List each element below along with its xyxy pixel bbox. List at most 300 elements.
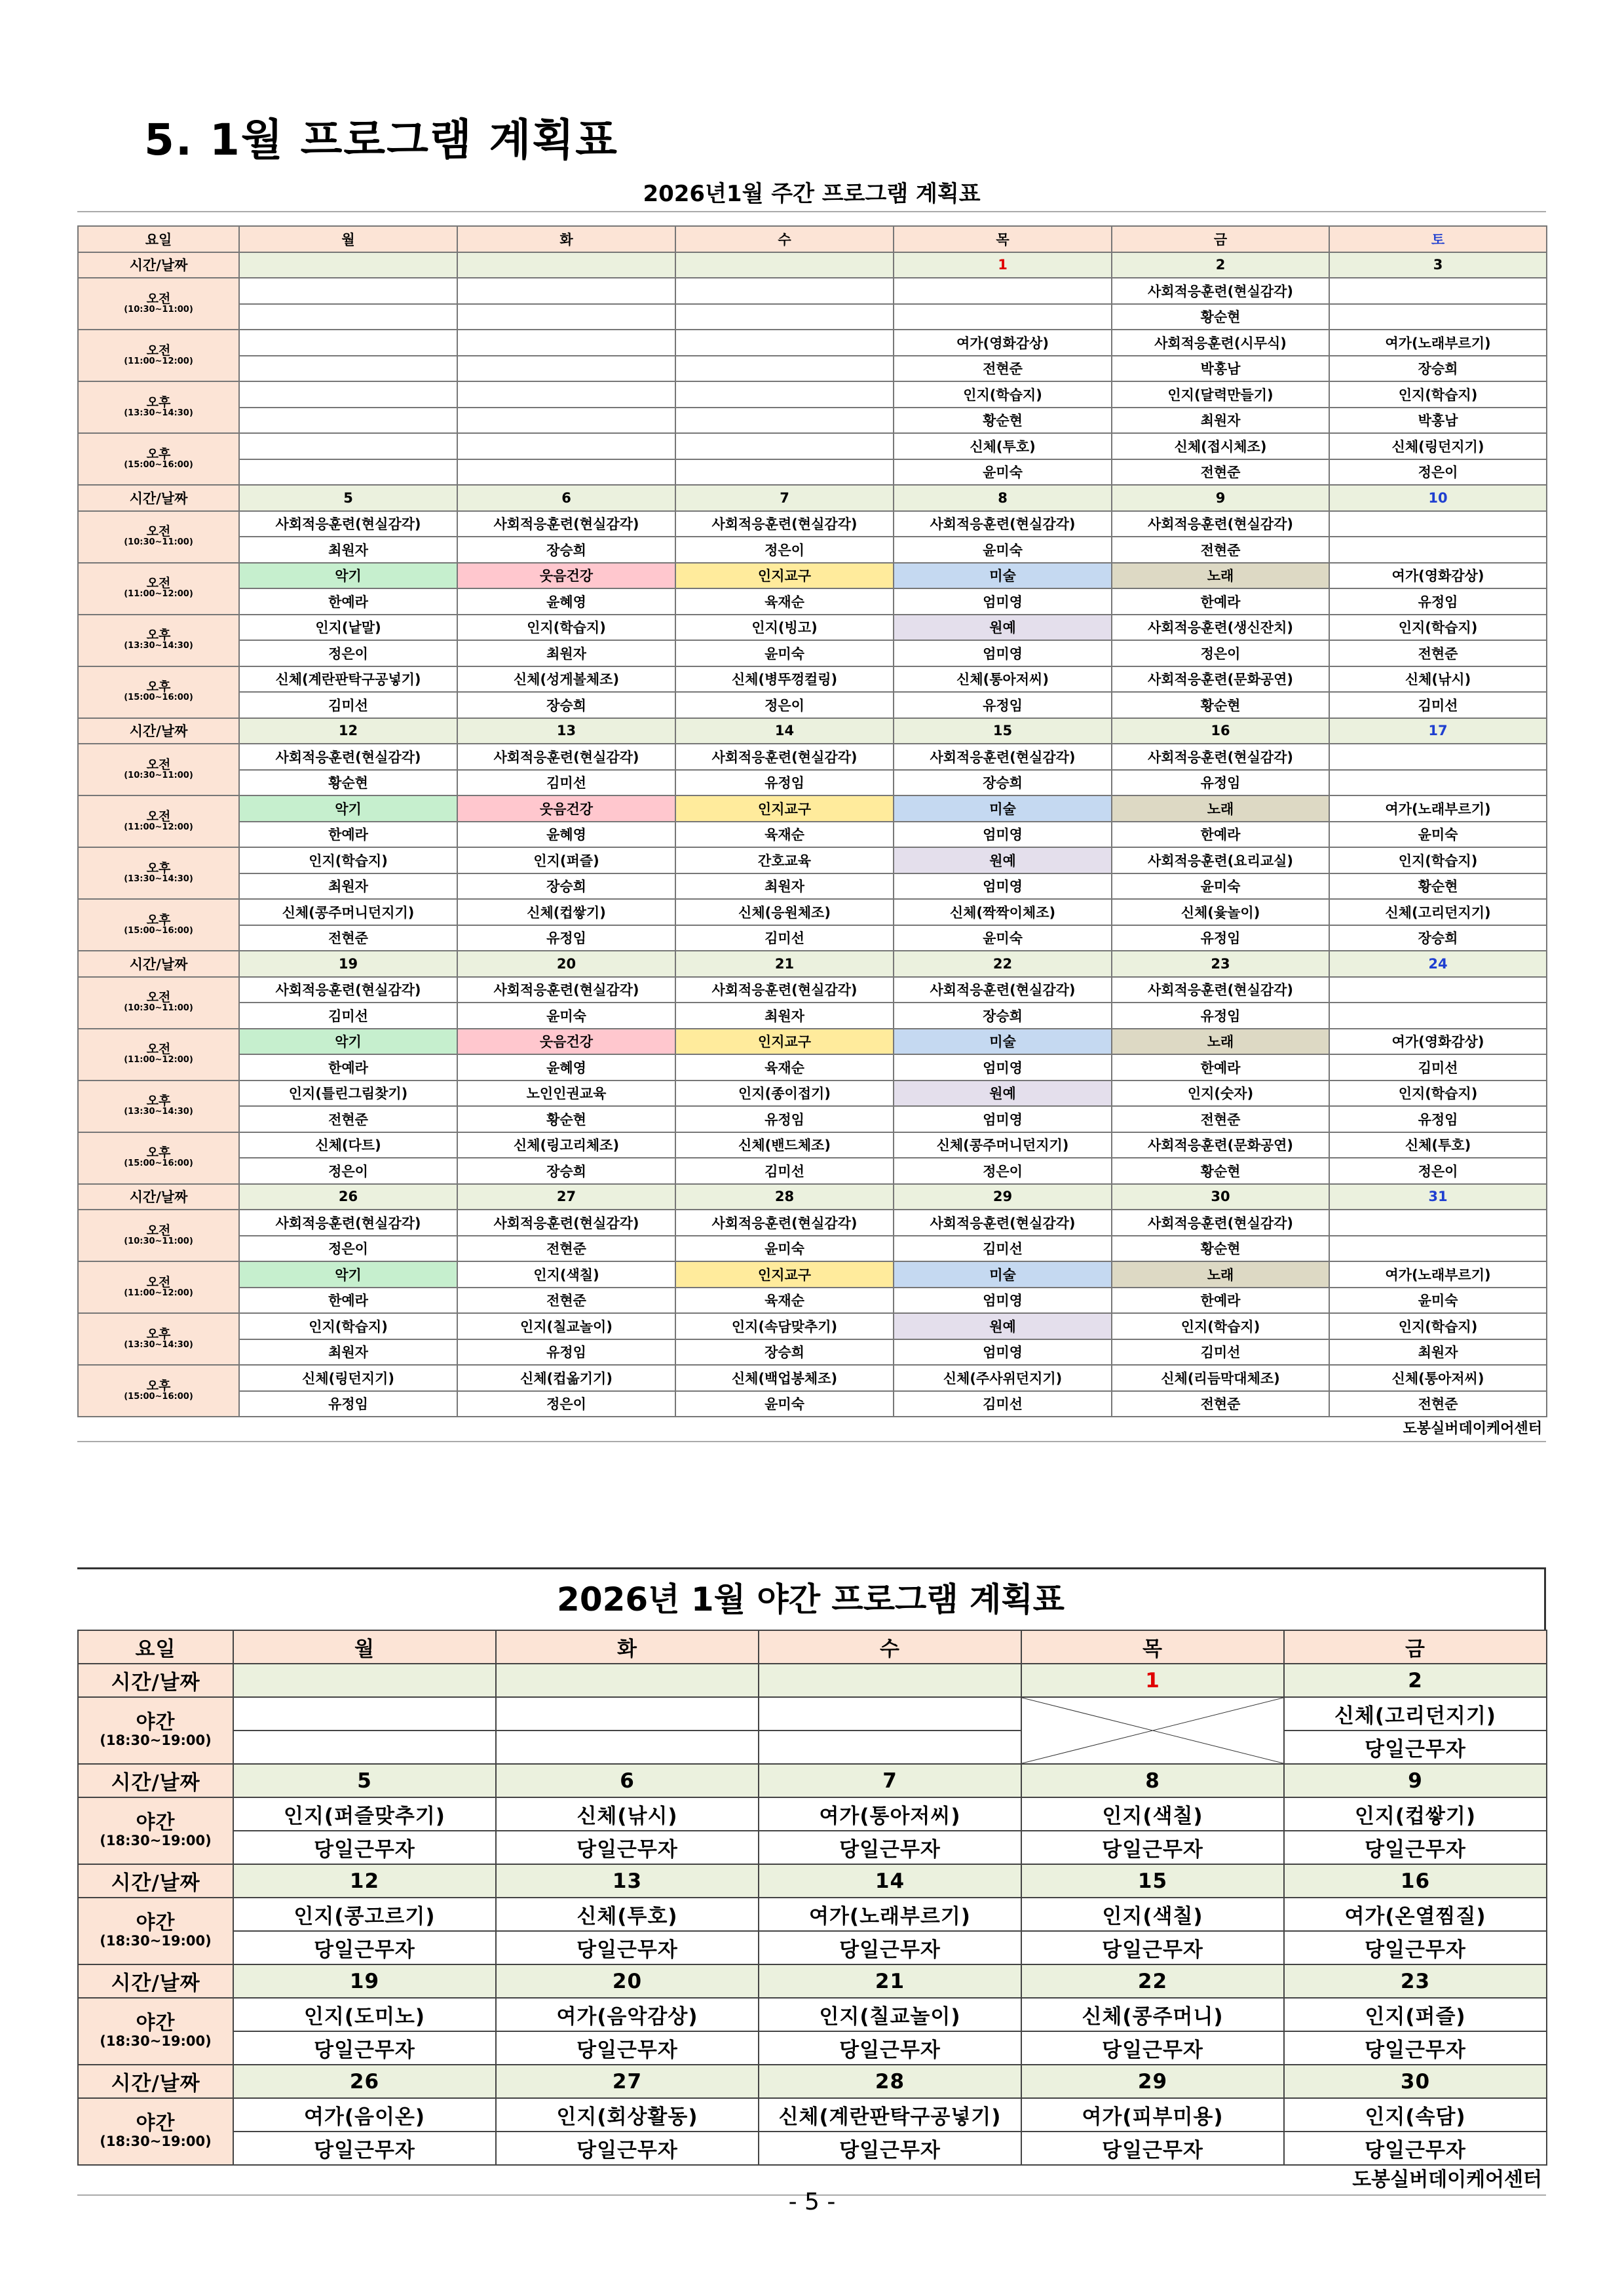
date-cell: 13 bbox=[457, 718, 675, 744]
day-header-cell: 수 bbox=[675, 226, 894, 252]
program-cell: 여가(영화감상) bbox=[1329, 563, 1547, 589]
staff-cell: 전현준 bbox=[457, 1236, 675, 1262]
program-cell: 사회적응훈련(현실감각) bbox=[457, 1210, 675, 1236]
time-slot-range: (13:30~14:30) bbox=[124, 641, 193, 651]
weekly-program-row bbox=[78, 640, 1547, 666]
program-cell: 미술 bbox=[894, 795, 1112, 822]
weekly-program-row bbox=[78, 873, 1547, 900]
staff-cell: 황순현 bbox=[894, 408, 1112, 434]
staff-cell: 황순현 bbox=[1112, 304, 1329, 330]
program-cell: 사회적응훈련(현실감각) bbox=[1112, 511, 1329, 537]
program-cell: 신체(콩주머니던지기) bbox=[894, 1132, 1112, 1158]
staff-cell: 당일근무자 bbox=[759, 2031, 1021, 2065]
program-cell: 인지(달력만들기) bbox=[1112, 381, 1329, 408]
program-cell: 사회적응훈련(현실감각) bbox=[239, 1210, 457, 1236]
program-cell: 웃음건강 bbox=[457, 563, 675, 589]
program-cell: 웃음건강 bbox=[457, 1029, 675, 1055]
staff-cell: 최원자 bbox=[239, 1339, 457, 1366]
program-cell bbox=[1329, 511, 1547, 537]
weekly-program-row bbox=[78, 1261, 1547, 1288]
staff-cell bbox=[675, 356, 894, 382]
weekly-program-row bbox=[78, 511, 1547, 537]
night-slot-cell bbox=[78, 1797, 233, 1864]
weekly-program-row bbox=[78, 330, 1547, 356]
weekly-program-row bbox=[78, 278, 1547, 304]
program-cell: 인지(색칠) bbox=[1021, 1898, 1284, 1931]
staff-cell: 엄미영 bbox=[894, 873, 1112, 900]
staff-cell: 최원자 bbox=[675, 873, 894, 900]
time-slot-range: (13:30~14:30) bbox=[124, 408, 193, 418]
time-slot-cell bbox=[78, 744, 239, 795]
date-cell: 17 bbox=[1329, 718, 1547, 744]
time-slot-label: 오전 bbox=[146, 343, 171, 358]
program-cell: 악기 bbox=[239, 1029, 457, 1055]
program-cell bbox=[675, 381, 894, 408]
night-staff-row bbox=[78, 2031, 1547, 2065]
date-row-label: 시간/날짜 bbox=[78, 1964, 233, 1998]
staff-cell: 윤혜영 bbox=[457, 588, 675, 615]
day-header-cell: 수 bbox=[759, 1630, 1021, 1664]
night-slot-label: 야간 bbox=[136, 1911, 176, 1934]
weekly-program-row bbox=[78, 1236, 1547, 1262]
night-program-row bbox=[78, 1797, 1547, 1831]
staff-cell bbox=[1329, 537, 1547, 563]
crossed-out-cell bbox=[1021, 1697, 1284, 1764]
program-cell: 사회적응훈련(현실감각) bbox=[1112, 278, 1329, 304]
program-cell: 인지교구 bbox=[675, 1261, 894, 1288]
time-slot-label: 오후 bbox=[146, 1145, 171, 1160]
weekly-date-row bbox=[78, 485, 1547, 511]
time-slot-label: 오전 bbox=[146, 291, 171, 306]
weekly-date-row bbox=[78, 718, 1547, 744]
program-cell: 신체(접시체조) bbox=[1112, 433, 1329, 459]
night-staff-row bbox=[78, 1731, 1547, 1764]
staff-cell bbox=[239, 408, 457, 434]
weekly-program-row bbox=[78, 795, 1547, 822]
date-cell: 20 bbox=[496, 1964, 759, 1998]
staff-cell: 엄미영 bbox=[894, 640, 1112, 666]
staff-cell: 윤미숙 bbox=[675, 1391, 894, 1417]
program-cell: 인지(학습지) bbox=[239, 1313, 457, 1339]
time-slot-label: 오후 bbox=[146, 446, 171, 461]
date-cell: 24 bbox=[1329, 951, 1547, 977]
date-row-label: 시간/날짜 bbox=[78, 252, 239, 278]
staff-cell: 유정임 bbox=[675, 1106, 894, 1132]
night-schedule bbox=[77, 1567, 1546, 2196]
staff-cell: 전현준 bbox=[1112, 537, 1329, 563]
weekly-program-row bbox=[78, 1365, 1547, 1391]
program-cell bbox=[1329, 278, 1547, 304]
weekly-program-row bbox=[78, 408, 1547, 434]
program-cell: 악기 bbox=[239, 1261, 457, 1288]
staff-cell bbox=[675, 304, 894, 330]
time-slot-range: (11:00~12:00) bbox=[124, 589, 193, 599]
staff-cell: 전현준 bbox=[894, 356, 1112, 382]
staff-cell: 유정임 bbox=[1112, 1003, 1329, 1029]
program-cell bbox=[759, 1697, 1021, 1731]
program-cell: 사회적응훈련(현실감각) bbox=[239, 744, 457, 770]
staff-cell: 당일근무자 bbox=[496, 2132, 759, 2165]
staff-cell: 김미선 bbox=[1329, 1054, 1547, 1081]
program-cell: 사회적응훈련(현실감각) bbox=[1112, 977, 1329, 1003]
night-title: 2026년 1월 야간 프로그램 계획표 bbox=[77, 1567, 1546, 1630]
staff-cell: 당일근무자 bbox=[759, 1831, 1021, 1864]
program-cell: 인지(퍼즐) bbox=[1284, 1998, 1547, 2031]
date-row-label: 시간/날짜 bbox=[78, 951, 239, 977]
day-header-cell: 월 bbox=[233, 1630, 496, 1664]
staff-cell: 한예라 bbox=[239, 822, 457, 848]
staff-cell: 김미선 bbox=[239, 1003, 457, 1029]
program-cell: 신체(투호) bbox=[496, 1898, 759, 1931]
program-cell: 원예 bbox=[894, 615, 1112, 641]
program-cell: 인지(학습지) bbox=[1329, 847, 1547, 873]
program-cell: 인지(학습지) bbox=[1329, 381, 1547, 408]
date-cell: 21 bbox=[759, 1964, 1021, 1998]
night-slot-range: (18:30~19:00) bbox=[100, 1933, 212, 1949]
program-cell: 원예 bbox=[894, 1313, 1112, 1339]
night-footer: 도봉실버데이케어센터 bbox=[77, 2166, 1546, 2196]
staff-cell bbox=[239, 304, 457, 330]
program-cell: 인지(종이접기) bbox=[675, 1081, 894, 1107]
program-cell: 간호교육 bbox=[675, 847, 894, 873]
date-cell bbox=[239, 252, 457, 278]
staff-cell: 당일근무자 bbox=[496, 2031, 759, 2065]
staff-cell bbox=[1329, 1236, 1547, 1262]
staff-cell: 정은이 bbox=[675, 537, 894, 563]
day-header-cell: 요일 bbox=[78, 1630, 233, 1664]
staff-cell: 장승희 bbox=[894, 770, 1112, 796]
program-cell: 인지(빙고) bbox=[675, 615, 894, 641]
program-cell: 인지(학습지) bbox=[1329, 615, 1547, 641]
staff-cell: 전현준 bbox=[1329, 640, 1547, 666]
staff-cell: 윤미숙 bbox=[1329, 1288, 1547, 1314]
program-cell: 사회적응훈련(현실감각) bbox=[457, 744, 675, 770]
time-slot-label: 오후 bbox=[146, 860, 171, 875]
time-slot-cell bbox=[78, 433, 239, 485]
staff-cell: 정은이 bbox=[239, 640, 457, 666]
staff-cell: 황순현 bbox=[1112, 1158, 1329, 1184]
date-cell: 19 bbox=[239, 951, 457, 977]
night-date-row bbox=[78, 1664, 1547, 1697]
weekly-table bbox=[77, 225, 1547, 1417]
time-slot-cell bbox=[78, 381, 239, 433]
date-cell: 3 bbox=[1329, 252, 1547, 278]
date-row-label: 시간/날짜 bbox=[78, 1184, 239, 1210]
program-cell: 신체(성게볼체조) bbox=[457, 666, 675, 693]
time-slot-range: (10:30~11:00) bbox=[124, 1003, 193, 1013]
staff-cell: 당일근무자 bbox=[496, 1831, 759, 1864]
night-program-row bbox=[78, 1898, 1547, 1931]
program-cell: 미술 bbox=[894, 1261, 1112, 1288]
time-slot-cell bbox=[78, 615, 239, 666]
program-cell: 사회적응훈련(요리교실) bbox=[1112, 847, 1329, 873]
program-cell: 신체(링던지기) bbox=[1329, 433, 1547, 459]
staff-cell: 당일근무자 bbox=[1284, 1831, 1547, 1864]
time-slot-label: 오후 bbox=[146, 1326, 171, 1341]
program-cell: 사회적응훈련(현실감각) bbox=[894, 744, 1112, 770]
date-cell: 22 bbox=[1021, 1964, 1284, 1998]
program-cell bbox=[496, 1697, 759, 1731]
program-cell: 미술 bbox=[894, 1029, 1112, 1055]
date-cell: 28 bbox=[759, 2065, 1021, 2098]
weekly-date-row bbox=[78, 1184, 1547, 1210]
program-cell: 신체(콩주머니던지기) bbox=[239, 899, 457, 925]
program-cell bbox=[239, 381, 457, 408]
page-number: - 5 - bbox=[788, 2189, 836, 2215]
staff-cell bbox=[496, 1731, 759, 1764]
program-cell bbox=[239, 330, 457, 356]
time-slot-range: (10:30~11:00) bbox=[124, 1236, 193, 1246]
staff-cell: 장승희 bbox=[675, 1339, 894, 1366]
program-cell: 사회적응훈련(현실감각) bbox=[675, 977, 894, 1003]
staff-cell: 윤미숙 bbox=[1329, 822, 1547, 848]
time-slot-cell bbox=[78, 1132, 239, 1184]
time-slot-range: (13:30~14:30) bbox=[124, 1107, 193, 1117]
program-cell: 신체(고리던지기) bbox=[1329, 899, 1547, 925]
time-slot-cell bbox=[78, 1029, 239, 1081]
staff-cell: 한예라 bbox=[1112, 1288, 1329, 1314]
date-row-label: 시간/날짜 bbox=[78, 485, 239, 511]
night-staff-row bbox=[78, 2132, 1547, 2165]
staff-cell: 한예라 bbox=[239, 1288, 457, 1314]
night-slot-range: (18:30~19:00) bbox=[100, 1833, 212, 1848]
staff-cell: 당일근무자 bbox=[233, 2132, 496, 2165]
staff-cell: 유정임 bbox=[457, 925, 675, 951]
date-cell: 5 bbox=[239, 485, 457, 511]
program-cell bbox=[894, 278, 1112, 304]
program-cell: 신체(고리던지기) bbox=[1284, 1697, 1547, 1731]
staff-cell: 육재순 bbox=[675, 822, 894, 848]
time-slot-range: (11:00~12:00) bbox=[124, 356, 193, 366]
staff-cell: 당일근무자 bbox=[1284, 1931, 1547, 1964]
program-cell: 신체(통아저씨) bbox=[894, 666, 1112, 693]
day-header-cell: 목 bbox=[894, 226, 1112, 252]
night-slot-cell bbox=[78, 1697, 233, 1764]
staff-cell: 장승희 bbox=[1329, 356, 1547, 382]
staff-cell: 김미선 bbox=[894, 1236, 1112, 1262]
staff-cell: 한예라 bbox=[239, 588, 457, 615]
program-cell: 인지교구 bbox=[675, 563, 894, 589]
date-cell: 7 bbox=[759, 1764, 1021, 1797]
date-cell: 26 bbox=[239, 1184, 457, 1210]
time-slot-cell bbox=[78, 847, 239, 899]
day-header-cell: 토 bbox=[1329, 226, 1547, 252]
staff-cell bbox=[1329, 770, 1547, 796]
date-cell: 15 bbox=[894, 718, 1112, 744]
program-cell: 사회적응훈련(문화공연) bbox=[1112, 1132, 1329, 1158]
staff-cell: 정은이 bbox=[239, 1158, 457, 1184]
time-slot-label: 오전 bbox=[146, 809, 171, 824]
staff-cell: 황순현 bbox=[239, 770, 457, 796]
program-cell: 신체(투호) bbox=[894, 433, 1112, 459]
program-cell: 신체(밴드체조) bbox=[675, 1132, 894, 1158]
weekly-program-row bbox=[78, 563, 1547, 589]
program-cell: 신체(응원체조) bbox=[675, 899, 894, 925]
program-cell bbox=[1329, 977, 1547, 1003]
date-cell: 30 bbox=[1112, 1184, 1329, 1210]
program-cell: 인지(색칠) bbox=[457, 1261, 675, 1288]
staff-cell: 유정임 bbox=[1329, 1106, 1547, 1132]
time-slot-range: (15:00~16:00) bbox=[124, 1391, 193, 1402]
program-cell: 신체(통아저씨) bbox=[1329, 1365, 1547, 1391]
staff-cell: 윤혜영 bbox=[457, 1054, 675, 1081]
program-cell bbox=[1329, 744, 1547, 770]
program-cell bbox=[233, 1697, 496, 1731]
program-cell: 여가(음이온) bbox=[233, 2098, 496, 2132]
weekly-program-row bbox=[78, 537, 1547, 563]
staff-cell: 엄미영 bbox=[894, 1106, 1112, 1132]
staff-cell: 정은이 bbox=[457, 1391, 675, 1417]
date-cell: 29 bbox=[1021, 2065, 1284, 2098]
program-cell: 신체(컵쌓기) bbox=[457, 899, 675, 925]
time-slot-cell bbox=[78, 899, 239, 951]
weekly-program-row bbox=[78, 381, 1547, 408]
weekly-program-row bbox=[78, 1003, 1547, 1029]
staff-cell: 윤미숙 bbox=[457, 1003, 675, 1029]
staff-cell: 정은이 bbox=[894, 1158, 1112, 1184]
program-cell: 인지(컵쌓기) bbox=[1284, 1797, 1547, 1831]
date-cell: 27 bbox=[457, 1184, 675, 1210]
date-cell: 23 bbox=[1284, 1964, 1547, 1998]
program-cell: 사회적응훈련(문화공연) bbox=[1112, 666, 1329, 693]
program-cell: 노래 bbox=[1112, 795, 1329, 822]
weekly-program-row bbox=[78, 304, 1547, 330]
time-slot-range: (15:00~16:00) bbox=[124, 459, 193, 470]
time-slot-cell bbox=[78, 563, 239, 615]
staff-cell: 장승희 bbox=[894, 1003, 1112, 1029]
staff-cell bbox=[239, 356, 457, 382]
program-cell: 노래 bbox=[1112, 1029, 1329, 1055]
staff-cell: 전현준 bbox=[1112, 1106, 1329, 1132]
staff-cell bbox=[894, 304, 1112, 330]
program-cell: 원예 bbox=[894, 847, 1112, 873]
time-slot-range: (15:00~16:00) bbox=[124, 693, 193, 702]
night-slot-label: 야간 bbox=[136, 2112, 176, 2135]
day-header-cell: 금 bbox=[1284, 1630, 1547, 1664]
staff-cell: 김미선 bbox=[675, 1158, 894, 1184]
night-date-row bbox=[78, 1764, 1547, 1797]
staff-cell: 김미선 bbox=[239, 692, 457, 718]
program-cell: 인지교구 bbox=[675, 1029, 894, 1055]
staff-cell: 정은이 bbox=[675, 692, 894, 718]
night-slot-label: 야간 bbox=[136, 1811, 176, 1834]
weekly-program-row bbox=[78, 588, 1547, 615]
staff-cell: 황순현 bbox=[1112, 1236, 1329, 1262]
weekly-program-row bbox=[78, 1132, 1547, 1158]
time-slot-label: 오전 bbox=[146, 990, 171, 1004]
time-slot-label: 오후 bbox=[146, 912, 171, 927]
date-cell: 21 bbox=[675, 951, 894, 977]
staff-cell: 당일근무자 bbox=[496, 1931, 759, 1964]
night-slot-range: (18:30~19:00) bbox=[100, 2033, 212, 2049]
time-slot-label: 오후 bbox=[146, 1094, 171, 1108]
weekly-program-row bbox=[78, 433, 1547, 459]
staff-cell: 당일근무자 bbox=[1284, 1731, 1547, 1764]
staff-cell: 장승희 bbox=[457, 537, 675, 563]
program-cell bbox=[239, 433, 457, 459]
program-cell: 신체(짝짝이체조) bbox=[894, 899, 1112, 925]
date-cell: 30 bbox=[1284, 2065, 1547, 2098]
staff-cell bbox=[457, 408, 675, 434]
date-row-label: 시간/날짜 bbox=[78, 2065, 233, 2098]
time-slot-cell bbox=[78, 1313, 239, 1365]
program-cell: 인지(회상활동) bbox=[496, 2098, 759, 2132]
page-heading: 5. 1월 프로그램 계획표 bbox=[144, 115, 618, 165]
date-row-label: 시간/날짜 bbox=[78, 1664, 233, 1697]
night-program-row bbox=[78, 2098, 1547, 2132]
weekly-program-row bbox=[78, 459, 1547, 486]
program-cell: 사회적응훈련(현실감각) bbox=[239, 511, 457, 537]
date-cell: 6 bbox=[457, 485, 675, 511]
program-cell: 신체(다트) bbox=[239, 1132, 457, 1158]
program-cell: 악기 bbox=[239, 795, 457, 822]
time-slot-label: 오전 bbox=[146, 524, 171, 539]
staff-cell: 전현준 bbox=[239, 925, 457, 951]
program-cell: 사회적응훈련(현실감각) bbox=[675, 511, 894, 537]
program-cell: 신체(백업봉체조) bbox=[675, 1365, 894, 1391]
weekly-program-row bbox=[78, 1106, 1547, 1132]
weekly-program-row bbox=[78, 899, 1547, 925]
staff-cell: 엄미영 bbox=[894, 1054, 1112, 1081]
night-slot-cell bbox=[78, 2098, 233, 2165]
staff-cell: 육재순 bbox=[675, 1054, 894, 1081]
staff-cell: 김미선 bbox=[1329, 692, 1547, 718]
time-slot-label: 오전 bbox=[146, 757, 171, 772]
program-cell: 사회적응훈련(현실감각) bbox=[894, 1210, 1112, 1236]
staff-cell: 최원자 bbox=[457, 640, 675, 666]
program-cell: 인지(퍼즐맞추기) bbox=[233, 1797, 496, 1831]
time-slot-cell bbox=[78, 1081, 239, 1132]
night-table bbox=[77, 1630, 1547, 2166]
night-date-row bbox=[78, 2065, 1547, 2098]
weekly-program-row bbox=[78, 1210, 1547, 1236]
weekly-program-row bbox=[78, 744, 1547, 770]
night-slot-label: 야간 bbox=[136, 2012, 176, 2035]
night-staff-row bbox=[78, 1831, 1547, 1864]
staff-cell bbox=[233, 1731, 496, 1764]
date-cell: 8 bbox=[1021, 1764, 1284, 1797]
staff-cell: 한예라 bbox=[239, 1054, 457, 1081]
weekly-program-row bbox=[78, 1081, 1547, 1107]
program-cell: 여가(영화감상) bbox=[1329, 1029, 1547, 1055]
staff-cell: 육재순 bbox=[675, 588, 894, 615]
program-cell: 여가(영화감상) bbox=[894, 330, 1112, 356]
weekly-program-row bbox=[78, 977, 1547, 1003]
staff-cell: 김미선 bbox=[457, 770, 675, 796]
date-cell bbox=[457, 252, 675, 278]
staff-cell: 윤미숙 bbox=[894, 459, 1112, 486]
staff-cell bbox=[1329, 304, 1547, 330]
staff-cell: 당일근무자 bbox=[233, 1931, 496, 1964]
staff-cell: 정은이 bbox=[239, 1236, 457, 1262]
day-header-cell: 요일 bbox=[78, 226, 239, 252]
program-cell: 여가(온열찜질) bbox=[1284, 1898, 1547, 1931]
staff-cell: 당일근무자 bbox=[1021, 1831, 1284, 1864]
staff-cell: 최원자 bbox=[675, 1003, 894, 1029]
time-slot-cell bbox=[78, 1365, 239, 1417]
date-row-label: 시간/날짜 bbox=[78, 1764, 233, 1797]
weekly-schedule bbox=[77, 177, 1546, 1442]
program-cell: 인지(학습지) bbox=[239, 847, 457, 873]
program-cell: 신체(계란판탁구공넣기) bbox=[759, 2098, 1021, 2132]
time-slot-cell bbox=[78, 278, 239, 330]
staff-cell: 장승희 bbox=[457, 873, 675, 900]
program-cell bbox=[1329, 1210, 1547, 1236]
date-cell: 27 bbox=[496, 2065, 759, 2098]
program-cell: 여가(피부미용) bbox=[1021, 2098, 1284, 2132]
weekly-title: 2026년1월 주간 프로그램 계획표 bbox=[77, 177, 1546, 212]
time-slot-label: 오후 bbox=[146, 1378, 171, 1393]
